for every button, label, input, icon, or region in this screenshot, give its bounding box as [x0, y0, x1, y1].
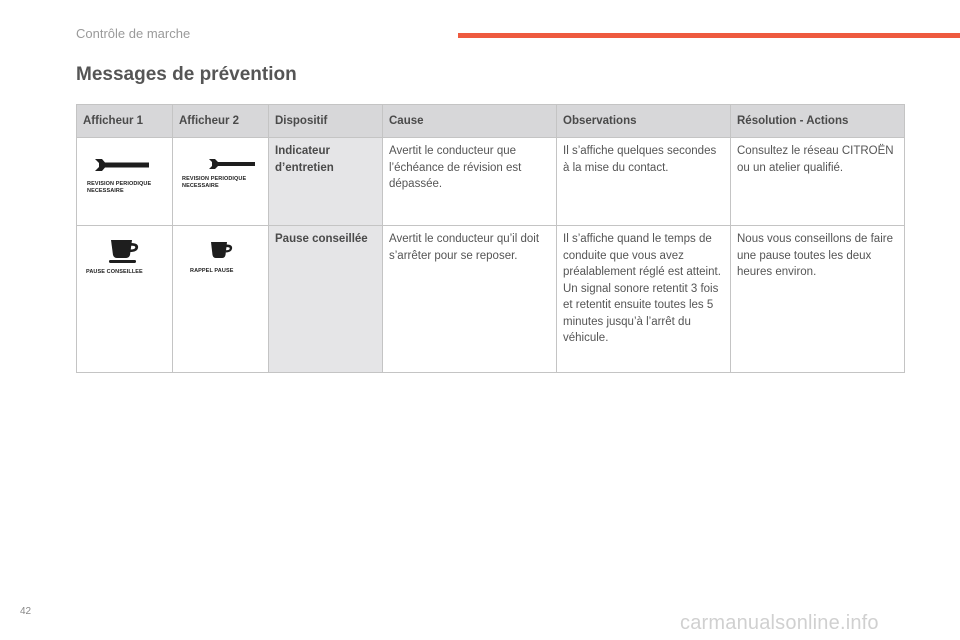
page-number: 42 — [20, 606, 32, 617]
display1-label: PAUSE CONSEILLEE — [86, 269, 143, 275]
page-heading: Messages de prévention — [76, 64, 297, 85]
warning-messages-table — [76, 104, 905, 373]
table-row — [77, 226, 905, 373]
watermark: carmanualsonline.info — [680, 612, 879, 634]
display2-cell — [173, 138, 269, 226]
wrench-icon — [207, 156, 257, 172]
display1-label: REVISION PERIODIQUE NECESSAIRE — [87, 181, 152, 194]
observations-cell: Il s’affiche quand le temps de conduite que vous avez préalablement réglé est atteint. Un signal sonore retentit 3 fois et retentit ensuite toutes les 5 minutes jusqu’à l’arrêt du véhicule. — [557, 226, 731, 373]
observations-cell: Il s’affiche quelques secondes à la mise du contact. — [557, 138, 731, 226]
device-cell: Pause conseillée — [269, 226, 383, 373]
display2-cell — [173, 226, 269, 373]
column-header-device: Dispositif — [269, 105, 383, 138]
column-header-actions: Résolution - Actions — [731, 105, 905, 138]
display1-cell — [77, 226, 173, 373]
wrench-icon — [93, 156, 151, 174]
coffee-cup-icon — [108, 238, 142, 264]
column-header-display2: Afficheur 2 — [173, 105, 269, 138]
display1-cell — [77, 138, 173, 226]
accent-bar — [458, 33, 960, 38]
display2-label: REVISION PERIODIQUE NECESSAIRE — [182, 176, 247, 189]
column-header-observations: Observations — [557, 105, 731, 138]
table-row — [77, 138, 905, 226]
column-header-cause: Cause — [383, 105, 557, 138]
actions-cell: Nous vous conseillons de faire une pause toutes les deux heures environ. — [731, 226, 905, 373]
cause-cell: Avertit le conducteur que l’échéance de révision est dépassée. — [383, 138, 557, 226]
coffee-cup-icon — [209, 240, 235, 262]
device-cell: Indicateur d’entretien — [269, 138, 383, 226]
cause-cell: Avertit le conducteur qu’il doit s’arrêter pour se reposer. — [383, 226, 557, 373]
table-header-row — [77, 105, 905, 138]
section-title: Contrôle de marche — [76, 26, 191, 41]
column-header-display1: Afficheur 1 — [77, 105, 173, 138]
display2-label: RAPPEL PAUSE — [190, 268, 234, 274]
actions-cell: Consultez le réseau CITROËN ou un atelier qualifié. — [731, 138, 905, 226]
